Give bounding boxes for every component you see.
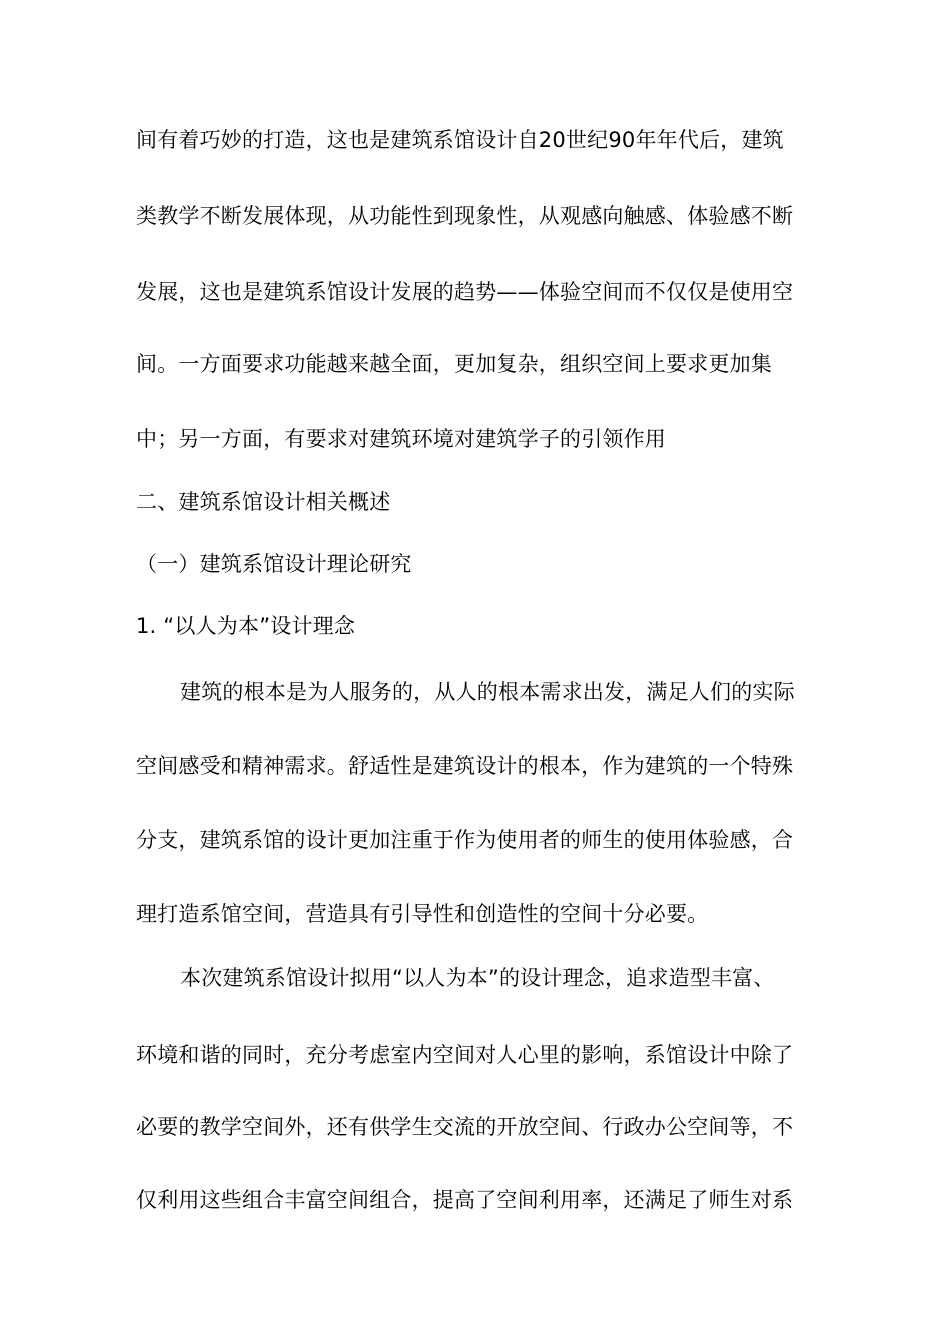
paragraph-line: 本次建筑系馆设计拟用“以人为本”的设计理念，追求造型丰富、 [180,966,775,990]
paragraph-line: 理打造系馆空间，营造具有引导性和创造性的空间十分必要。 [136,902,709,926]
paragraph-line: 中；另一方面，有要求对建筑环境对建筑学子的引领作用 [136,427,666,451]
paragraph-line: 分支，建筑系馆的设计更加注重于作为使用者的师生的使用体验感，合 [136,828,794,852]
paragraph-line: 间有着巧妙的打造，这也是建筑系馆设计自20世纪90年年代后，建筑 [136,128,784,152]
subsection-heading: （一）建筑系馆设计理论研究 [136,552,412,576]
paragraph-line: 仅利用这些组合丰富空间组合，提高了空间利用率，还满足了师生对系 [136,1188,794,1212]
paragraph-line: 发展，这也是建筑系馆设计发展的趋势——体验空间而不仅仅是使用空 [136,280,794,304]
item-heading: 1. “以人为本”设计理念 [136,614,356,638]
section-heading: 二、建筑系馆设计相关概述 [136,490,391,514]
paragraph-line: 建筑的根本是为人服务的，从人的根本需求出发，满足人们的实际 [180,680,795,704]
paragraph-line: 环境和谐的同时，充分考虑室内空间对人心里的影响，系馆设计中除了 [136,1043,794,1067]
paragraph-line: 间。一方面要求功能越来越全面，更加复杂，组织空间上要求更加集 [136,352,772,376]
paragraph-line: 类教学不断发展体现，从功能性到现象性，从观感向触感、体验感不断 [136,204,794,228]
paragraph-line: 必要的教学空间外，还有供学生交流的开放空间、行政办公空间等，不 [136,1115,794,1139]
paragraph-line: 空间感受和精神需求。舒适性是建筑设计的根本，作为建筑的一个特殊 [136,754,794,778]
